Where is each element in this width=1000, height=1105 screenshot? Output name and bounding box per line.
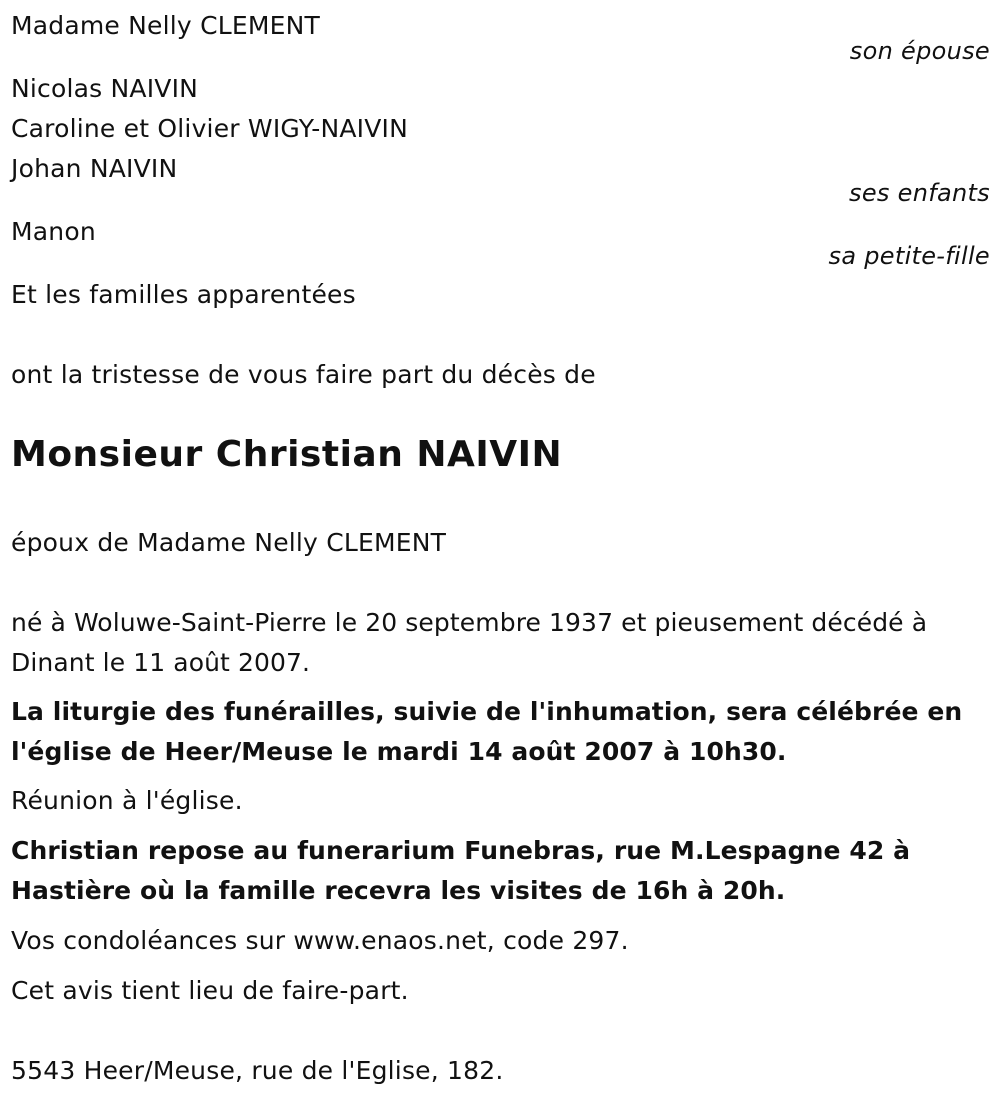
child-name: Johan NAIVIN (11, 154, 178, 183)
relatives-line: Et les familles apparentées (11, 280, 356, 309)
child-name: Caroline et Olivier WIGY-NAIVIN (11, 114, 409, 143)
children-role: ses enfants (849, 179, 990, 207)
meeting-text: Réunion à l'église. (11, 786, 243, 815)
birth-death-text: né à Woluwe-Saint-Pierre le 20 septembre 1937 et pieusement décédé à Dinant le 11 août 2007. (11, 608, 928, 677)
spouse-role: son épouse (849, 37, 990, 65)
deceased-name: Monsieur Christian NAIVIN (11, 434, 563, 475)
grandchild-name: Manon (11, 217, 96, 246)
child-name: Nicolas NAIVIN (11, 74, 199, 103)
funerarium-text: Christian repose au funerarium Funebras, rue M.Lespagne 42 à Hastière où la famille recevra les visites de 16h à 20h. (11, 836, 911, 905)
grandchild-role: sa petite-fille (828, 242, 990, 270)
liturgy-text: La liturgie des funérailles, suivie de l'inhumation, sera célébrée en l'église de Heer/Meuse le mardi 14 août 2007 à 10h30. (11, 697, 963, 766)
address-text: 5543 Heer/Meuse, rue de l'Eglise, 182. (11, 1056, 504, 1085)
spouse-of-line: époux de Madame Nelly CLEMENT (11, 528, 447, 557)
intro-text: ont la tristesse de vous faire part du décès de (11, 360, 596, 389)
spouse-name: Madame Nelly CLEMENT (11, 11, 320, 40)
condolences-text: Vos condoléances sur www.enaos.net, code 297. (11, 926, 629, 955)
notice-text: Cet avis tient lieu de faire-part. (11, 976, 409, 1005)
